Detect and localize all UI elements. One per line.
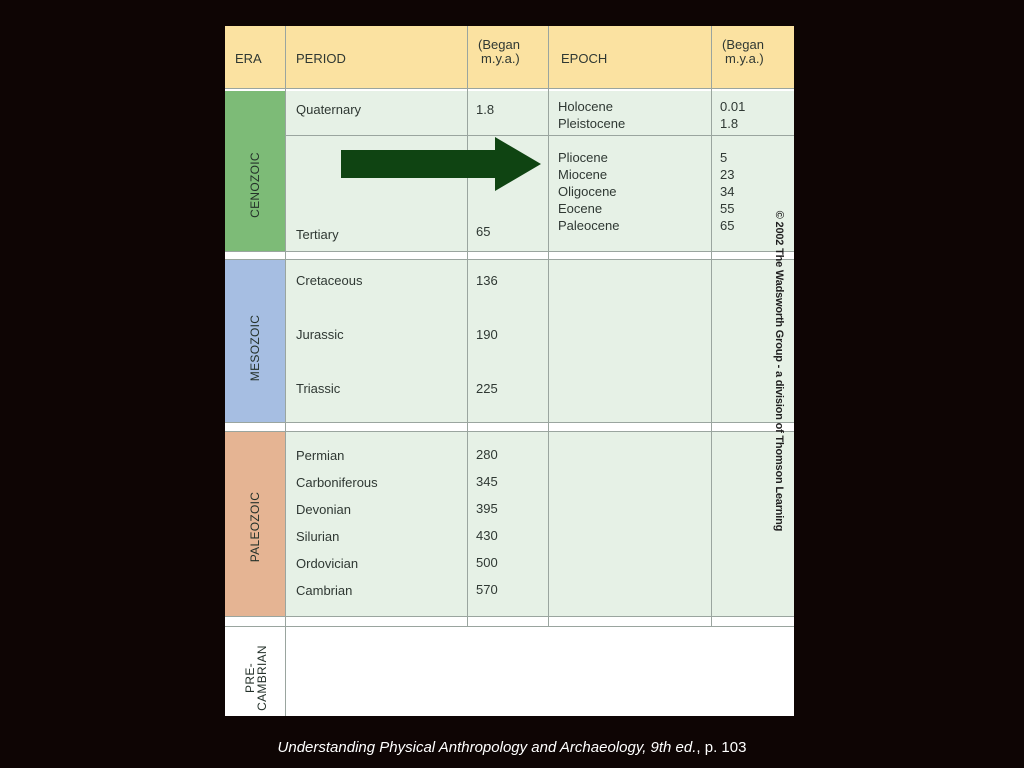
period-permian: Permian [296,448,345,463]
epoch-miocene: Miocene [558,167,608,182]
header-began-1b: m.y.a.) [481,51,520,66]
began-ordovician: 500 [476,555,498,570]
epoch-pleistocene-began: 1.8 [720,116,739,131]
period-tertiary: Tertiary [296,227,339,242]
column-rule [548,26,549,626]
epoch-eocene-began: 55 [720,201,735,216]
rule [225,251,794,252]
epoch-pliocene-began: 5 [720,150,728,165]
epoch-holocene-began: 0.01 [720,99,746,114]
began-permian: 280 [476,447,498,462]
rule [286,135,794,136]
epoch-holocene: Holocene [558,99,613,114]
header-period: PERIOD [296,51,346,66]
copyright-notice: © 2002 The Wadsworth Group - a division of Thomson Learning [773,210,785,532]
period-triassic: Triassic [296,381,341,396]
rule [225,626,794,627]
began-silurian: 430 [476,528,498,543]
began-tertiary: 65 [476,224,491,239]
rule [225,431,794,432]
column-rule [285,26,286,716]
header-epoch: EPOCH [561,51,608,66]
period-jurassic: Jurassic [296,327,344,342]
header-began-2b: m.y.a.) [725,51,764,66]
rule [225,259,794,260]
page-reference: , p. 103 [696,739,747,756]
era-label-precambrian-2: CAMBRIAN [255,645,269,711]
period-carboniferous: Carboniferous [296,475,378,490]
header-began-2a: (Began [722,37,764,52]
source-caption [0,739,1024,756]
epoch-pliocene: Pliocene [558,150,608,165]
period-ordovician: Ordovician [296,556,359,571]
era-label-precambrian-1: PRE- [243,663,257,693]
rule [225,616,794,617]
book-title: Understanding Physical Anthropology and Archaeology, 9th ed. [277,739,697,756]
began-cretaceous: 136 [476,273,498,288]
began-cambrian: 570 [476,582,498,597]
column-rule [467,26,468,626]
epoch-paleocene-began: 65 [720,218,735,233]
period-cretaceous: Cretaceous [296,273,363,288]
began-jurassic: 190 [476,327,498,342]
began-devonian: 395 [476,501,498,516]
paleozoic-rows [286,432,794,616]
began-carboniferous: 345 [476,474,498,489]
epoch-miocene-began: 23 [720,167,735,182]
era-label-cenozoic: CENOZOIC [248,152,262,218]
epoch-eocene: Eocene [558,201,603,216]
epoch-oligocene-began: 34 [720,184,735,199]
period-devonian: Devonian [296,502,351,517]
column-rule [711,26,712,626]
epoch-pleistocene: Pleistocene [558,116,626,131]
began-quaternary: 1.8 [476,102,495,117]
period-silurian: Silurian [296,529,340,544]
period-cambrian: Cambrian [296,583,353,598]
rule [225,88,794,89]
header-began-1a: (Began [478,37,520,52]
era-label-paleozoic: PALEOZOIC [248,491,262,563]
period-quaternary: Quaternary [296,102,362,117]
era-label-mesozoic: MESOZOIC [248,314,262,382]
arrow-icon [341,137,545,193]
began-triassic: 225 [476,381,498,396]
rule [225,422,794,423]
epoch-oligocene: Oligocene [558,184,617,199]
header-era: ERA [235,51,262,66]
epoch-paleocene: Paleocene [558,218,620,233]
geologic-time-table [225,26,794,716]
